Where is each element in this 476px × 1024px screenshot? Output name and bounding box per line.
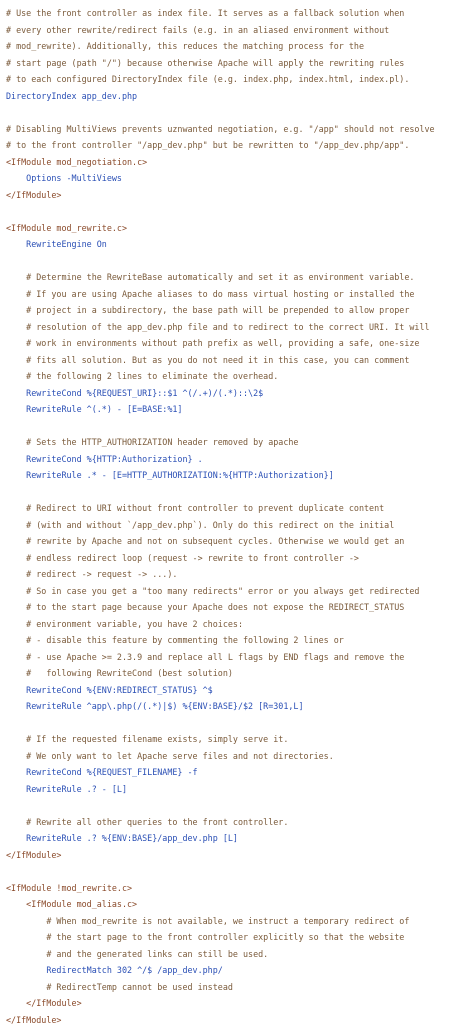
- tag-line: </IfModule>: [6, 1014, 62, 1024]
- directive-line: RewriteCond %{HTTP:Authorization} .: [6, 453, 203, 464]
- comment-line: # Sets the HTTP_AUTHORIZATION header removed by apache: [6, 437, 299, 447]
- directive-line: RewriteCond %{ENV:REDIRECT_STATUS} ^$: [6, 684, 213, 695]
- directive-line: RedirectMatch 302 ^/$ /app_dev.php/: [6, 965, 223, 975]
- comment-line: # the following 2 lines to eliminate the overhead.: [6, 371, 279, 381]
- directive-line: RewriteCond %{REQUEST_FILENAME} -f: [6, 767, 198, 777]
- comment-line: # and the generated links can still be used.: [6, 948, 269, 959]
- comment-line: # to each configured DirectoryIndex file (e.g. index.php, index.html, index.pl).: [6, 74, 410, 84]
- blank-line: [0, 863, 476, 880]
- comment-line: # So in case you get a "too many redirects" error or you always get redirected: [6, 585, 420, 596]
- comment-line: # mod_rewrite). Additionally, this reduces the matching process for the: [6, 41, 364, 51]
- comment-line: # work in environments without path prefix as well, providing a safe, one-size: [6, 338, 420, 348]
- comment-line: # (with and without `/app_dev.php`). Only do this redirect on the initial: [6, 519, 395, 530]
- tag-line: </IfModule>: [6, 189, 62, 200]
- comment-line: # Redirect to URI without front controller to prevent duplicate content: [6, 503, 385, 513]
- comment-line: # start page (path "/") because otherwise Apache will apply the rewriting rules: [6, 57, 405, 68]
- tag-line: <IfModule mod_alias.c>: [6, 899, 138, 909]
- comment-line: # endless redirect loop (request -> rewrite to front controller ->: [6, 552, 359, 563]
- comment-line: # We only want to let Apache serve files and not directories.: [6, 750, 334, 761]
- comment-line: # fits all solution. But as you do not need it in this case, you can comment: [6, 354, 410, 365]
- directive-line: RewriteRule ^app\.php(/(.*)|$) %{ENV:BASE}/$2 [R=301,L]: [6, 701, 304, 711]
- tag-line: <IfModule !mod_rewrite.c>: [6, 882, 133, 893]
- directive-line: RewriteRule .? - [L]: [6, 783, 128, 794]
- directive-line: RewriteRule ^(.*) - [E=BASE:%1]: [6, 404, 183, 414]
- comment-line: # - use Apache >= 2.3.9 and replace all L flags by END flags and remove the: [6, 651, 405, 662]
- tag-line: </IfModule>: [6, 849, 62, 860]
- directive-line: RewriteRule .? %{ENV:BASE}/app_dev.php [L]: [6, 833, 238, 843]
- comment-line: # resolution of the app_dev.php file and to redirect to the correct URI. It will: [6, 321, 430, 332]
- tag-line: <IfModule mod_negotiation.c>: [6, 156, 148, 167]
- comment-line: # every other rewrite/redirect fails (e.g. in an aliased environment without: [6, 24, 390, 35]
- comment-line: # the start page to the front controller explicitly so that the website: [6, 932, 405, 942]
- blank-line: [0, 418, 476, 435]
- comment-line: # Disabling MultiViews prevents uznwanted negotiation, e.g. "/app" should not resolve: [6, 123, 435, 134]
- comment-line: # Determine the RewriteBase automatically and set it as environment variable.: [6, 272, 415, 282]
- directive-line: RewriteCond %{REQUEST_URI}::$1 ^(/.+)/(.*)::\2$: [6, 387, 264, 398]
- tag-line: <IfModule mod_rewrite.c>: [6, 222, 128, 233]
- comment-line: # environment variable, you have 2 choices:: [6, 618, 243, 629]
- comment-line: # following RewriteCond (best solution): [6, 668, 233, 678]
- comment-line: # rewrite by Apache and not on subsequent cycles. Otherwise we would get an: [6, 536, 405, 546]
- comment-line: # Use the front controller as index file. It serves as a fallback solution when: [6, 8, 405, 18]
- comment-line: # If you are using Apache aliases to do mass virtual hosting or installed the: [6, 288, 415, 299]
- blank-line: [0, 484, 476, 501]
- comment-line: # to the front controller "/app_dev.php" but be rewritten to "/app_dev.php/app".: [6, 140, 410, 150]
- blank-line: [0, 203, 476, 220]
- directive-line: Options -MultiViews: [6, 173, 122, 183]
- blank-line: [0, 797, 476, 814]
- blank-line: [0, 253, 476, 270]
- directive-line: RewriteEngine On: [6, 239, 107, 249]
- comment-line: # Rewrite all other queries to the front controller.: [6, 816, 289, 827]
- blank-line: [0, 715, 476, 732]
- comment-line: # When mod_rewrite is not available, we instruct a temporary redirect of: [6, 915, 410, 926]
- comment-line: # - disable this feature by commenting the following 2 lines or: [6, 635, 344, 645]
- comment-line: # If the requested filename exists, simply serve it.: [6, 734, 289, 744]
- comment-line: # RedirectTemp cannot be used instead: [6, 981, 233, 992]
- directive-line: DirectoryIndex app_dev.php: [6, 90, 138, 101]
- blank-line: [0, 104, 476, 121]
- comment-line: # to the start page because your Apache does not expose the REDIRECT_STATUS: [6, 602, 405, 612]
- directive-line: RewriteRule .* - [E=HTTP_AUTHORIZATION:%{HTTP:Authorization}]: [6, 470, 334, 480]
- comment-line: # redirect -> request -> ...).: [6, 569, 178, 579]
- comment-line: # project in a subdirectory, the base path will be prepended to allow proper: [6, 305, 410, 315]
- tag-line: </IfModule>: [6, 998, 82, 1008]
